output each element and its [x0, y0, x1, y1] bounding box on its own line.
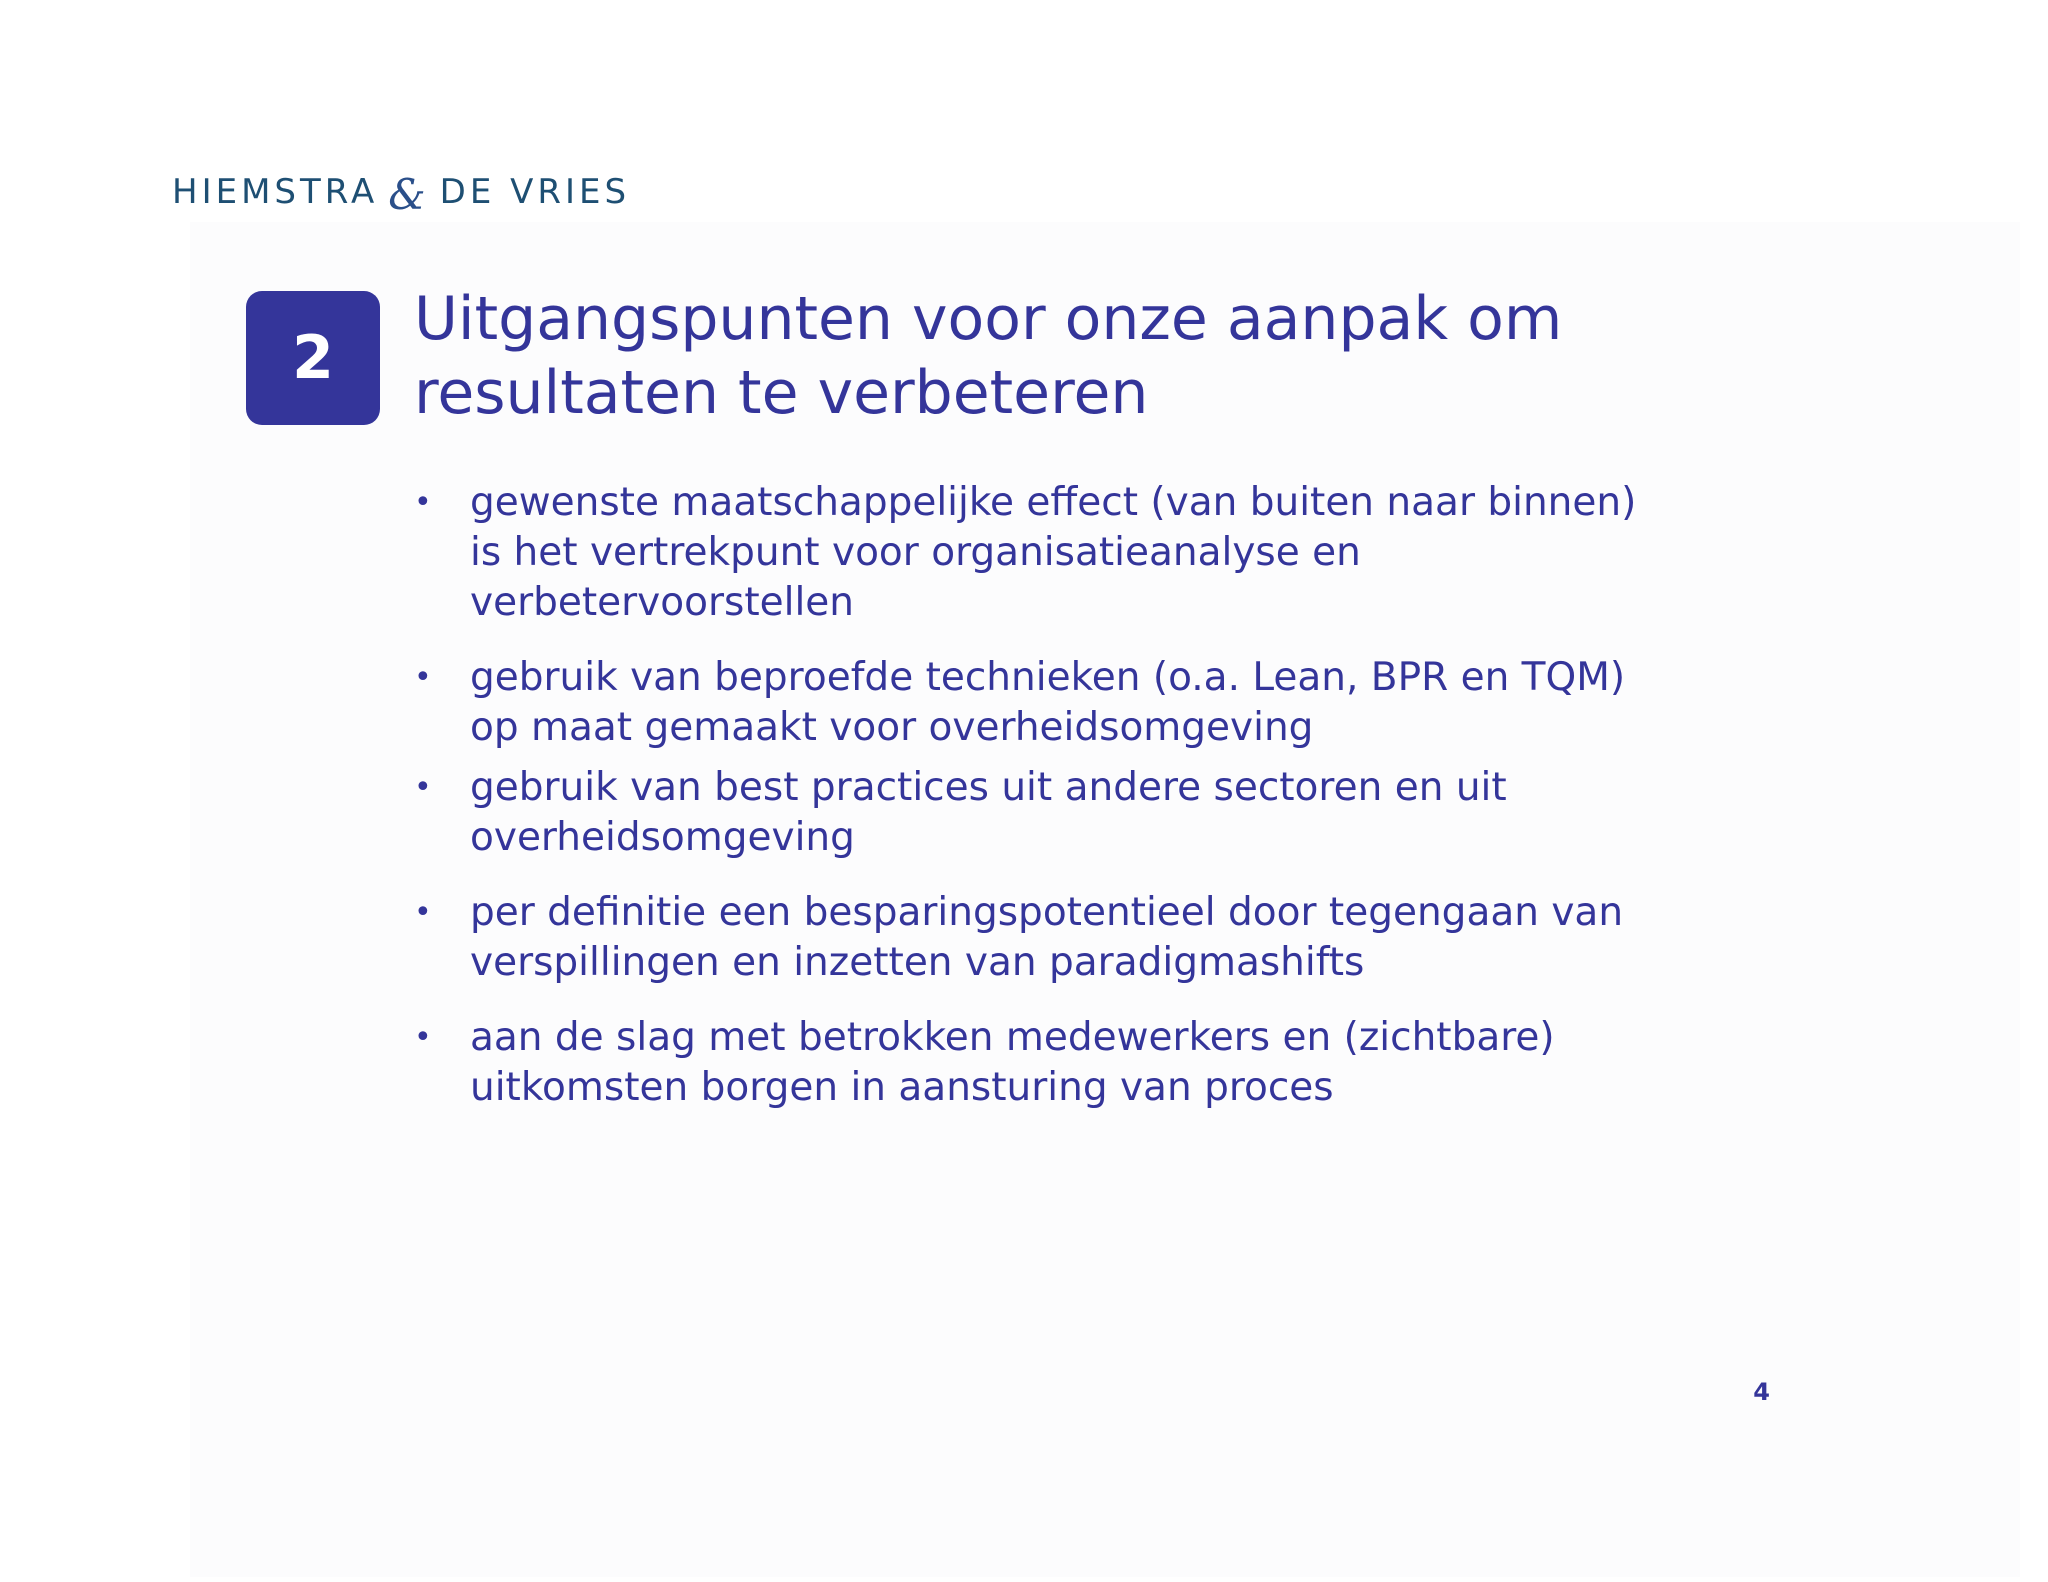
bullet-list [414, 478, 1834, 1113]
bullet-line: op maat gemaakt voor overheidsomgeving [470, 705, 1314, 750]
bullet-item [414, 653, 1834, 753]
section-number-badge: 2 [246, 291, 380, 425]
bullet-line: gebruik van beproefde technieken (o.a. Lean, BPR en TQM) [470, 655, 1626, 700]
company-logo [172, 169, 631, 219]
bullet-line: aan de slag met betrokken medewerkers en (zichtbare) [470, 1015, 1555, 1060]
bullet-dot-icon: • [414, 1020, 432, 1055]
bullet-line: per definitie een besparingspotentieel door tegengaan van [470, 890, 1624, 935]
page-number: 4 [1753, 1378, 1770, 1406]
bullet-dot-icon: • [414, 660, 432, 695]
slide-title-line: resultaten te verbeteren [414, 358, 1149, 428]
bullet-dot-icon: • [414, 895, 432, 930]
bullet-item [414, 478, 1834, 628]
bullet-line: overheidsomgeving [470, 815, 855, 860]
bullet-line: verbetervoorstellen [470, 580, 855, 625]
bullet-line: gebruik van best practices uit andere sectoren en uit [470, 765, 1507, 810]
bullet-line: uitkomsten borgen in aansturing van proces [470, 1065, 1334, 1110]
bullet-line: is het vertrekpunt voor organisatieanalyse en [470, 530, 1361, 575]
bullet-line: gewenste maatschappelijke effect (van buiten naar binnen) [470, 480, 1637, 525]
logo-ampersand: & [388, 169, 426, 219]
bullet-item [414, 1013, 1834, 1113]
logo-left-text: HIEMSTRA [172, 172, 379, 212]
bullet-dot-icon: • [414, 485, 432, 520]
bullet-item [414, 888, 1834, 988]
bullet-line: verspillingen en inzetten van paradigmashifts [470, 940, 1365, 985]
logo-right-text: DE VRIES [439, 172, 631, 212]
bullet-dot-icon: • [414, 770, 432, 805]
slide-title-line: Uitgangspunten voor onze aanpak om [414, 284, 1563, 354]
slide-title [414, 282, 1714, 430]
bullet-item [414, 763, 1834, 863]
